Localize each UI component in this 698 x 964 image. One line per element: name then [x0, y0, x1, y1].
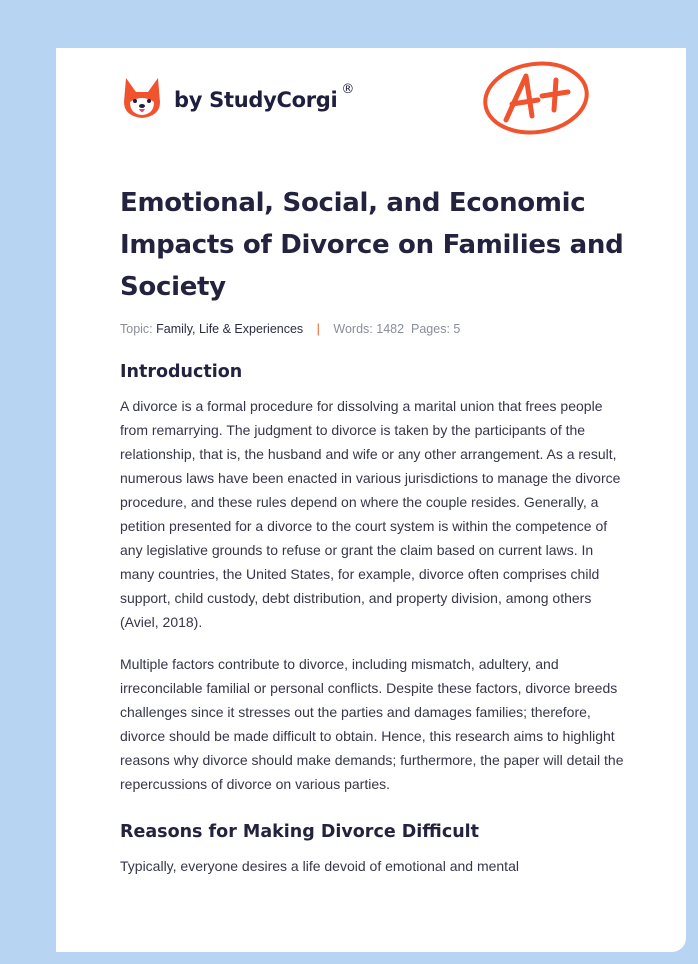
essay-meta	[120, 322, 630, 336]
section-heading-reasons: Reasons for Making Divorce Difficult	[120, 822, 480, 842]
a-plus-grade-icon	[482, 58, 590, 142]
registered-mark: ®	[341, 82, 355, 97]
studycorgi-logo[interactable]	[122, 76, 354, 124]
essay-card	[56, 48, 686, 952]
page-header	[120, 48, 630, 158]
paragraph: Multiple factors contribute to divorce, including mismatch, adultery, and irreconcilable familial or personal conflicts. Despite these factors, divorce breeds challenges since it stresses out the parties and damages families; therefore, divorce should be made difficult to obtain. Hence, this research aims to highlight reasons why divorce should make demands; furthermore, the paper will detail the repercussions of divorce on various parties.	[120, 656, 624, 792]
page-count: Pages: 5	[411, 322, 461, 336]
section-heading-introduction: Introduction	[120, 362, 243, 382]
meta-separator: |	[316, 322, 320, 336]
topic-label: Topic:	[120, 322, 153, 336]
paragraph: Typically, everyone desires a life devoid of emotional and mental	[120, 858, 519, 874]
topic-link[interactable]: Family, Life & Experiences	[156, 322, 304, 336]
essay-title: Emotional, Social, and Economic Impacts of Divorce on Families and Society	[120, 188, 624, 302]
logo-text	[174, 82, 355, 112]
paragraph: A divorce is a formal procedure for dissolving a marital union that frees people from remarrying. The judgment to divorce is taken by the participants of the relationship, that is, the husband and wife or any other arrangement. As a result, numerous laws have been enacted in various jurisdictions to manage the divorce procedure, and these rules depend on where the couple resides. Generally, a petition presented for a divorce to the court system is within the competence of any legislative grounds to refuse or grant the claim based on current laws. In many countries, the United States, for example, divorce often comprises child support, child custody, debt distribution, and property division, among others (Aviel, 2018).	[120, 398, 621, 630]
logo-wordmark: by StudyCorgi	[174, 88, 338, 112]
word-count: Words: 1482	[333, 322, 405, 336]
corgi-icon	[122, 76, 162, 124]
